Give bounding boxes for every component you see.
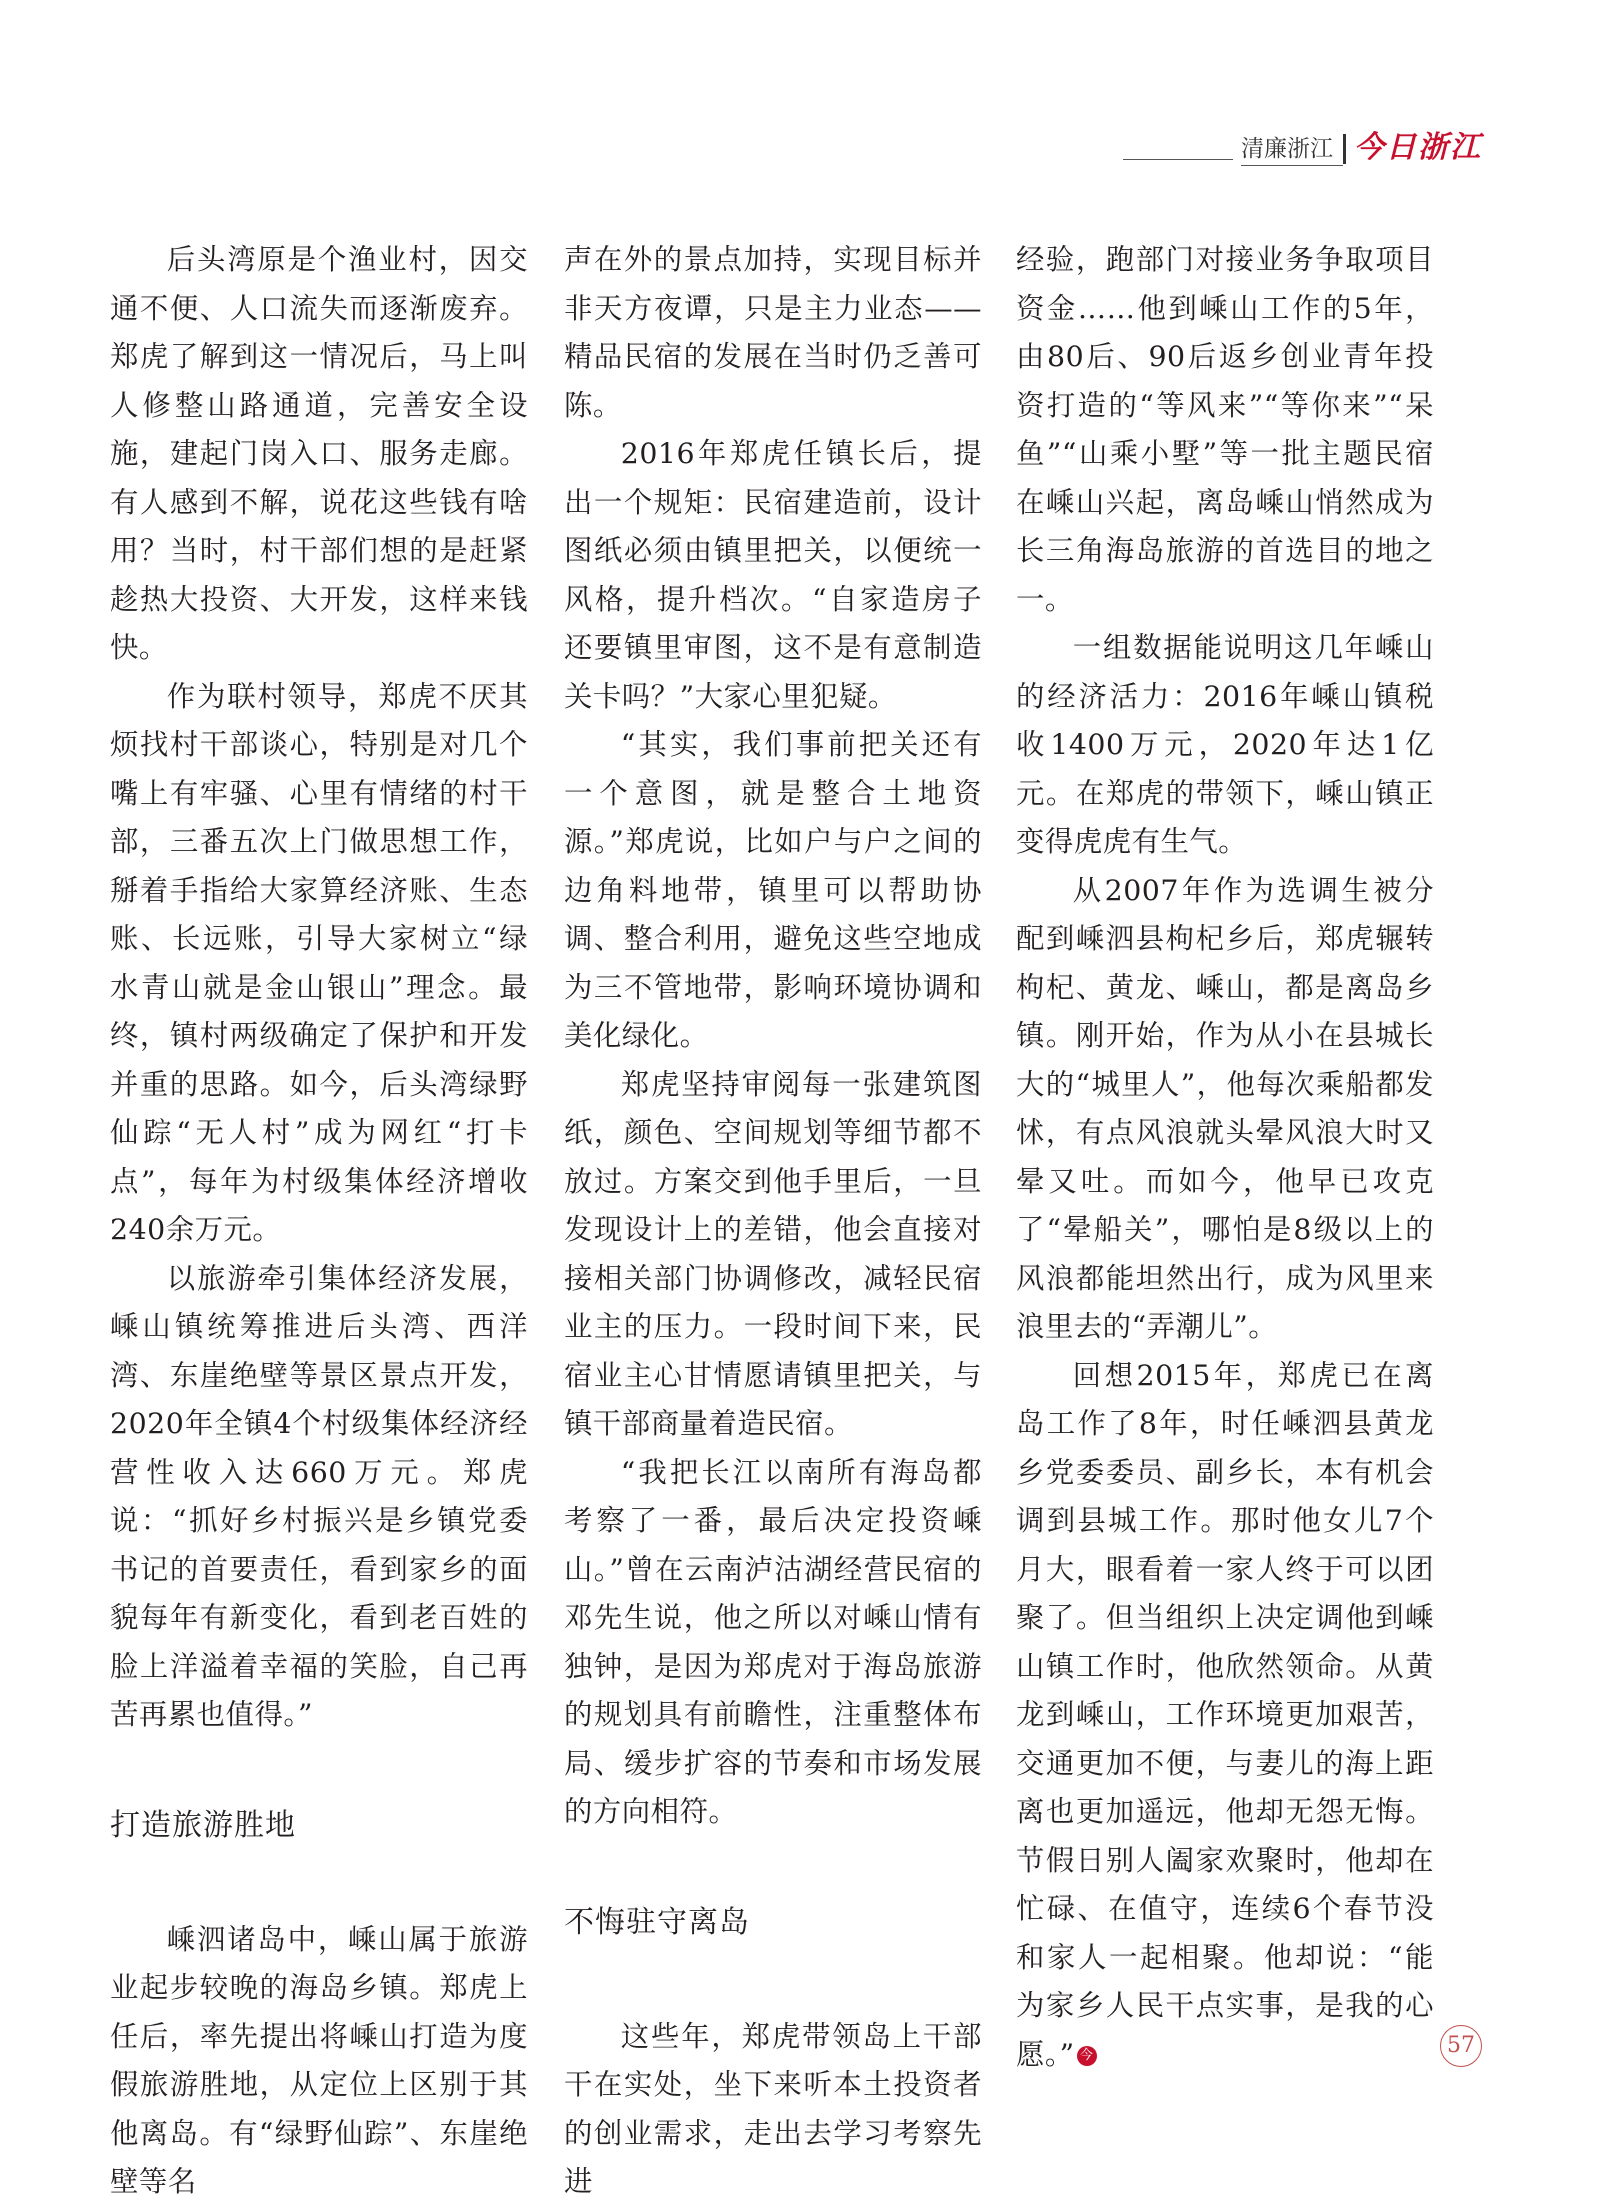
page-header xyxy=(1123,118,1482,166)
paragraph-continued: 经验，跑部门对接业务争取项目资金……他到嵊山工作的5年，由80后、90后返乡创业青年投资打造的“等风来”“等你来”“呆鱼”“山乘小墅”等一批主题民宿在嵊山兴起，离岛嵊山悄然成为长三角海岛旅游的首选目的地之一。 xyxy=(1016,243,1434,616)
paragraph: 从2007年作为选调生被分配到嵊泗县枸杞乡后，郑虎辗转枸杞、黄龙、嵊山，都是离岛乡镇。刚开始，作为从小在县城长大的“城里人”，他每次乘船都发怵，有点风浪就头晕风浪大时又晕又吐。而如今，他早已攻克了“晕船关”，哪怕是8级以上的风浪都能坦然出行，成为风里来浪里去的“弄潮儿”。 xyxy=(1016,873,1434,1343)
paragraph: 嵊泗诸岛中，嵊山属于旅游业起步较晚的海岛乡镇。郑虎上任后，率先提出将嵊山打造为度假旅游胜地，从定位上区别于其他离岛。有“绿野仙踪”、东崖绝壁等名 xyxy=(110,1922,528,2198)
paragraph: 后头湾原是个渔业村，因交通不便、人口流失而逐渐废弃。郑虎了解到这一情况后，马上叫人修整山路通道，完善安全设施，建起门岗入口、服务走廊。有人感到不解，说花这些钱有啥用？当时，村干部们想的是赶紧趁热大投资、大开发，这样来钱快。 xyxy=(110,243,528,664)
paragraph: 一组数据能说明这几年嵊山的经济活力：2016年嵊山镇税收1400万元，2020年达1亿元。在郑虎的带领下，嵊山镇正变得虎虎有生气。 xyxy=(1016,631,1434,858)
page-number: 57 xyxy=(1440,2025,1482,2067)
paragraph: 郑虎坚持审阅每一张建筑图纸，颜色、空间规划等细节都不放过。方案交到他手里后，一旦发现设计上的差错，他会直接对接相关部门协调修改，减轻民宿业主的压力。一段时间下来，民宿业主心甘情愿请镇里把关，与镇干部商量着造民宿。 xyxy=(564,1067,982,1440)
paragraph: 这些年，郑虎带领岛上干部干在实处，坐下来听本土投资者的创业需求，走出去学习考察先进 xyxy=(564,2019,982,2198)
paragraph: 2016年郑虎任镇长后，提出一个规矩：民宿建造前，设计图纸必须由镇里把关，以便统一风格，提升档次。“自家造房子还要镇里审图，这不是有意制造关卡吗？”大家心里犯疑。 xyxy=(564,437,982,713)
final-paragraph-text: 回想2015年，郑虎已在离岛工作了8年，时任嵊泗县黄龙乡党委委员、副乡长，本有机会调到县城工作。那时他女儿7个月大，眼看着一家人终于可以团聚了。但当组织上决定调他到嵊山镇工作时，他欣然领命。从黄龙到嵊山，工作环境更加艰苦，交通更加不便，与妻儿的海上距离也更加遥远，他却无怨无悔。节假日别人阖家欢聚时，他却在忙碌、在值守，连续6个春节没和家人一起相聚。他却说：“能为家乡人民干点实事，是我的心愿。” xyxy=(1016,1358,1434,2071)
header-divider xyxy=(1343,134,1346,164)
final-paragraph xyxy=(1016,1352,1434,2080)
article-end-icon: 今 xyxy=(1077,2046,1097,2066)
article-column-1 xyxy=(110,236,528,2207)
paragraph: “其实，我们事前把关还有一个意图，就是整合土地资源。”郑虎说，比如户与户之间的边角料地带，镇里可以帮助协调、整合利用，避免这些空地成为三不管地带，影响环境协调和美化绿化。 xyxy=(564,728,982,1052)
section-heading: 不悔驻守离岛 xyxy=(564,1904,750,1940)
paragraph: “我把长江以南所有海岛都考察了一番，最后决定投资嵊山。”曾在云南泸沽湖经营民宿的邓先生说，他之所以对嵊山情有独钟，是因为郑虎对于海岛旅游的规划具有前瞻性，注重整体布局、缓步扩容的节奏和市场发展的方向相符。 xyxy=(564,1455,982,1828)
magazine-logo: 今日浙江 xyxy=(1354,130,1482,165)
paragraph-continued: 声在外的景点加持，实现目标并非天方夜谭，只是主力业态——精品民宿的发展在当时仍乏善可陈。 xyxy=(564,243,982,422)
header-section-title: 清廉浙江 xyxy=(1241,130,1343,166)
paragraph: 以旅游牵引集体经济发展，嵊山镇统筹推进后头湾、西洋湾、东崖绝壁等景区景点开发，2020年全镇4个村级集体经济经营性收入达660万元。郑虎说：“抓好乡村振兴是乡镇党委书记的首要责任，看到家乡的面貌每年有新变化，看到老百姓的脸上洋溢着幸福的笑脸，自己再苦再累也值得。” xyxy=(110,1261,528,1731)
article-column-3 xyxy=(1016,236,1434,2079)
section-heading: 打造旅游胜地 xyxy=(110,1807,296,1843)
article-column-2 xyxy=(564,236,982,2207)
header-rule xyxy=(1123,159,1233,160)
paragraph: 作为联村领导，郑虎不厌其烦找村干部谈心，特别是对几个嘴上有牢骚、心里有情绪的村干部，三番五次上门做思想工作，掰着手指给大家算经济账、生态账、长远账，引导大家树立“绿水青山就是金山银山”理念。最终，镇村两级确定了保护和开发并重的思路。如今，后头湾绿野仙踪“无人村”成为网红“打卡点”，每年为村级集体经济增收240余万元。 xyxy=(110,679,528,1246)
